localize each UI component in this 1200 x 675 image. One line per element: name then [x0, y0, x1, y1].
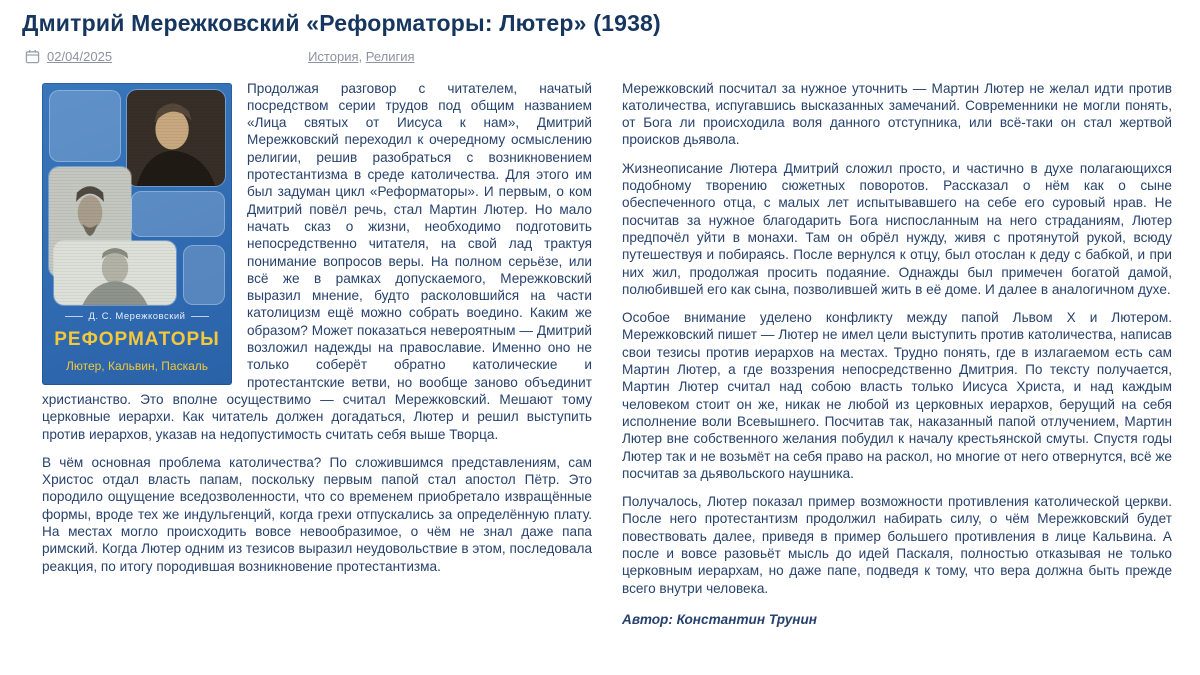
- luther-portrait: [127, 90, 225, 186]
- category-link-religion[interactable]: Религия: [365, 48, 415, 64]
- article-paragraph: Жизнеописание Лютера Дмитрий сложил просто, и частично в духе полагающихся подобному творению сюжетных поворотов. Рассказал о нём как о сыне обеспеченного отца, с малых лет испытывавшего на себе его суровый нрав. Не посчитав за нужное благодарить Бога ниспосланным на него страданиям, Лютер предпочёл уйти в монахи. Там он обрёл нужду, живя с протянутой рукой, всюду путешествуя и побираясь. После вернулся к отцу, был отослан к деду с бабкой, и при них жил, продолжая просить подаяние. Однажды был примечен богатой дамой, полюбившей его как сына, позволившей жить в её доме. И далее в аналогичном духе.: [622, 160, 1172, 297]
- calendar-icon: [25, 49, 40, 64]
- pascal-portrait: [54, 241, 176, 305]
- article-paragraph: Получалось, Лютер показал пример возможности противления католической церкви. После него протестантизм продолжил набирать силу, о чём Мережковский будет повествовать далее, приведя в пример большего противления в лице Кальвина. А после и вовсе разовьёт мысль до идей Паскаля, полностью отказывая не только церковным иерархам, но даже папе, подведя к тому, что вера должна быть прежде всего внутри человека.: [622, 494, 1172, 596]
- post-date-link[interactable]: 02/04/2025: [47, 48, 113, 64]
- page-title: Дмитрий Мережковский «Реформаторы: Лютер» (1938): [22, 10, 661, 36]
- article-left-column: [42, 80, 592, 640]
- post-meta: [25, 49, 1172, 64]
- article-paragraph: Особое внимание уделено конфликту между папой Львом X и Лютером. Мережковский пишет — Лютер не имел цели выступить против католичества, написав свои тезисы против иерархов на местах. Трудно понять, где в излагаемом есть сам Мартин Лютер, а где воззрения непосредственно Дмитрия. По тексту получается, Мартин Лютер считал над собою власть только Иисуса Христа, и над каждым человеком стоит он же, никак не любой из церковных иерархов, берущий на себя исполнение воли Всевышнего. Посчитав так, наказанный папой отлучением, Мартин Лютер вне собственного желания побудил к началу крестьянской смуты. Спустя годы Лютер так и не возьмёт на себя право на раскол, но многие от него отвернутся, всё же посчитав за дьявольского наушника.: [622, 310, 1172, 481]
- article-paragraph: Продолжая разговор с читателем, начатый посредством серии трудов под общим названием «Лица святых от Иисуса к нам», Дмитрий Мережковский переходил к очередному осмыслению религии, решив разобраться с возникновением протестантизма в среде католичества. Для этого им был задуман цикл «Реформаторы». И первым, о ком Дмитрий повёл речь, стал Мартин Лютер. Но мало начать сказ о жизни, необходимо подготовить непосредственно читателя, на свой лад трактуя понимание вопросов веры. На полном серьёзе, или всё же в рамках допускаемого, Мережковский выразил мнение, будто расколовшийся на части католицизм ещё можно собрать воедино. Каким же образом? Может показаться невероятным — Дмитрий возложил надежды на православие. Именно оно не только соберёт обратно католические и протестантские ветви, но вообще заново объединит христианство. Это вполне осуществимо — считал Мережковский. Мешают тому церковные иерархи. Как читатель должен догадаться, Лютер и решил выступить против иерархов, указав на недопустимость считать себя выше Творца.: [42, 80, 592, 442]
- category-separator: ,: [358, 48, 366, 64]
- category-link-history[interactable]: История: [308, 48, 359, 64]
- post-date: [25, 49, 112, 64]
- article-body: [42, 80, 1172, 640]
- book-cover: [42, 83, 232, 385]
- author-signature: Автор: Константин Трунин: [622, 611, 818, 627]
- cover-author-label: Д. С. Мережковский: [42, 311, 232, 322]
- article-paragraph: Мережковский посчитал за нужное уточнить — Мартин Лютер не желал идти против католичества, испугавшись высказанных замечаний. Современники не могли понять, от Бога ли происходила воля данного отступника, или всё-таки он стал жертвой происков дьявола.: [622, 80, 1172, 148]
- article-paragraph: В чём основная проблема католичества? По сложившимся представлениям, сам Христос отдал власть папам, поскольку первым папой стал апостол Пётр. Это породило ощущение вседозволенности, что со временем приобретало извращённые формы, вроде тех же индульгенций, когда грехи отпускались за определённую плату. На местах могло происходить вовсе невообразимое, о чём не знал даже папа римский. Когда Лютер одним из тезисов выразил неудовольствие в этом, последовала реакция, по итогу породившая возникновение протестантизма.: [42, 454, 593, 574]
- post-categories: [308, 49, 414, 64]
- cover-decor-frame-bottom-right: [183, 245, 225, 305]
- cover-decor-frame-top-left: [49, 90, 121, 162]
- cover-title: РЕФОРМАТОРЫ: [54, 328, 220, 350]
- cover-decor-frame-right: [131, 191, 225, 237]
- cover-subtitle: Лютер, Кальвин, Паскаль: [65, 358, 209, 373]
- article-right-column: [622, 80, 1172, 640]
